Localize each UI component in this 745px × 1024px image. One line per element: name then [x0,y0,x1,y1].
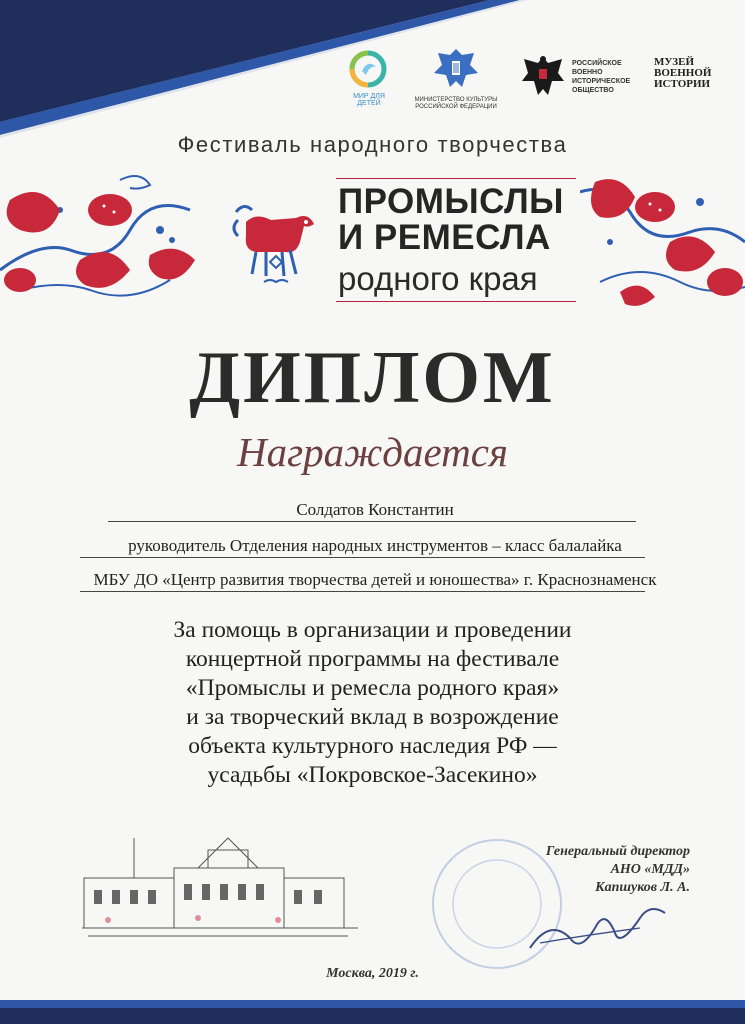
festival-line: Фестиваль народного творчества [177,132,568,157]
reason-line-3: «Промыслы и ремесла родного края» [185,675,560,701]
recipient-position: руководитель Отделения народных инструментов – класс балалайка [128,536,622,555]
museum-caption-2: ВОЕННОЙ [654,67,712,79]
organization-underline [80,591,645,592]
left-strawberry-ornament [0,170,200,310]
reason-line-1: За помощь в организации и проведении [173,617,572,643]
awarded-label: Награждается [236,429,508,475]
rvio-caption [572,59,630,95]
signatory-name: Капшуков Л. А. [595,880,690,895]
award-reason [0,616,745,790]
reason-line-5: объекта культурного наследия РФ — [188,733,557,759]
title-line-3: родного края [338,260,538,297]
rvio-eagle-icon [518,51,568,101]
museum-logo [654,57,711,90]
right-strawberry-ornament [580,172,745,312]
place-date: Москва, 2019 г. [326,966,419,981]
partner-logos [340,45,735,120]
reason-line-6: усадьбы «Покровское-Засекино» [207,762,538,788]
title-line-2: И РЕМЕСЛА [338,218,551,257]
rvio-caption-4: ОБЩЕСТВО [572,87,614,94]
mir-logo-icon [348,49,388,89]
rvio-caption-1: РОССИЙСКОЕ [572,60,622,67]
title-line-1: ПРОМЫСЛЫ [338,182,564,221]
rvio-caption-3: ИСТОРИЧЕСКОЕ [572,78,631,85]
signatory-block [490,843,690,897]
reason-line-4: и за творческий вклад в возрождение [186,704,559,730]
rvio-caption-2: ВОЕННО [572,69,603,76]
title-bottom-rule [336,301,576,302]
ministry-caption: МИНИСТЕРСТВО КУЛЬТУРЫ РОССИЙСКОЙ ФЕДЕРАЦИИ [414,97,498,110]
recipient-organization: МБУ ДО «Центр развития творчества детей и юношества» г. Краснознаменск [93,570,657,589]
museum-caption-3: ИСТОРИИ [654,78,711,90]
diploma-heading: ДИПЛОМ [189,337,556,419]
mir-caption: МИР ДЛЯ ДЕТЕЙ [353,93,385,107]
position-underline [80,557,645,558]
signatory-org: АНО «МДД» [610,862,690,877]
folk-horse-icon [226,192,326,288]
manor-house-sketch [78,828,368,948]
title-top-rule [336,178,576,179]
recipient-name: Солдатов Константин [296,500,454,519]
signature-scribble [520,898,670,958]
name-underline [108,521,636,522]
museum-caption-1: МУЗЕЙ [654,56,695,68]
festival-title [336,178,576,302]
reason-line-2: концертной программы на фестивале [185,646,560,672]
bottom-band [0,1000,745,1024]
ministry-emblem-icon [428,45,484,91]
signatory-title: Генеральный директор [545,844,690,859]
